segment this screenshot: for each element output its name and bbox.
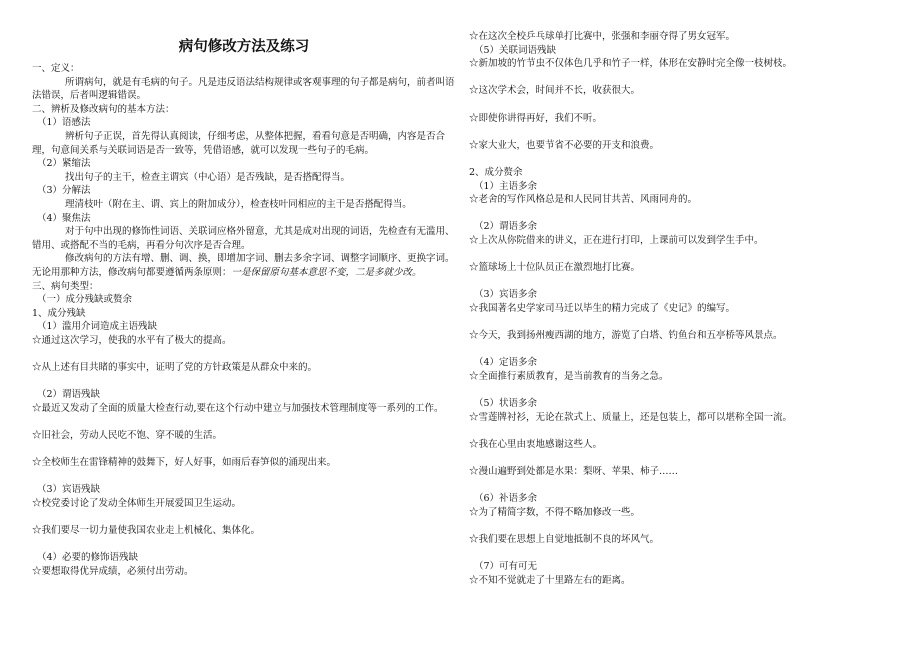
- example-sentence: ☆校党委讨论了发动全体师生开展爱国卫生运动。: [32, 498, 242, 509]
- subcategory-title: 1、成分残缺: [32, 307, 86, 319]
- method-title: （1）语感法: [37, 117, 91, 129]
- error-type-title: （6）补语多余: [474, 493, 538, 505]
- error-type-title: （4）定语多余: [474, 357, 538, 369]
- error-type-title: （3）宾语多余: [474, 289, 538, 301]
- principles-emphasis: 一是保留原句基本意思不变，二是多就少改。: [231, 266, 422, 278]
- example-sentence: ☆即使你讲得再好，我们不听。: [469, 112, 603, 124]
- error-type-title: （3）宾语残缺: [37, 484, 101, 496]
- error-type-title: （7）可有可无: [474, 561, 538, 573]
- example-sentence: ☆上次从你院借来的讲义，正在进行打印，上课前可以发到学生手中。: [469, 234, 764, 246]
- example-sentence: ☆新加坡的竹节虫不仅体色几乎和竹子一样，体形在安静时完全像一枝树枝。: [469, 58, 793, 70]
- example-sentence: ☆我国著名史学家司马迁以毕生的精力完成了《史记》的编写。: [469, 302, 736, 314]
- method-title: （3）分解法: [37, 185, 91, 197]
- error-type-title: （5）关联词语残缺: [474, 44, 557, 56]
- principles-lead: 修改病句的方法有增、删、调、换，即增加字词、删去多余字词、调整字词顺序、更换字词。无论用那种方法，修改病句都要遵循两条原则：: [32, 253, 455, 278]
- example-sentence: ☆我在心里由衷地感谢这些人。: [469, 438, 603, 450]
- method-text: 找出句子的主干，检查主谓宾（中心语）是否残缺，是否搭配得当。: [65, 171, 351, 183]
- example-sentence: ☆为了精简字数，不得不略加修改一些。: [469, 506, 641, 518]
- section-heading-types: 三、病句类型：: [32, 280, 99, 292]
- method-title: （4）聚焦法: [37, 212, 91, 224]
- example-sentence: ☆我们要在思想上自觉地抵制不良的坏风气。: [469, 533, 660, 545]
- method-text: 辨析句子正误，首先得认真阅读，仔细考虑，从整体把握，看看句意是否明确，内容是否合理，句意间关系与关联词语是否一致等，凭借语感，就可以发现一些句子的毛病。: [32, 130, 446, 156]
- example-sentence: ☆今天，我到扬州瘦西湖的地方，游览了白塔、钓鱼台和五亭桥等风景点。: [469, 330, 783, 342]
- error-type-title: （2）谓语多余: [474, 221, 538, 233]
- example-sentence: ☆全面推行素质教育，是当前教育的当务之急。: [469, 370, 669, 382]
- error-type-title: （1）滥用介词造成主语残缺: [37, 321, 158, 333]
- example-sentence: ☆雪莲牌衬衫，无论在款式上、质量上，还是包装上，都可以堪称全国一流。: [469, 411, 793, 423]
- method-principles-text: [32, 252, 456, 279]
- example-sentence: ☆全校师生在雷锋精神的鼓舞下，好人好事，如雨后春笋似的涌现出来。: [32, 457, 337, 469]
- example-sentence: ☆家大业大，也要节省不必要的开支和浪费。: [469, 139, 660, 151]
- example-sentence: ☆漫山遍野到处都是水果：梨呀、苹果、柿子……: [469, 466, 679, 477]
- definition-text: 所谓病句，就是有毛病的句子。凡是违反语法结构规律或客观事理的句子都是病句，前者叫语法错误，后者叫逻辑错误。: [32, 76, 455, 102]
- page-title: 病句修改方法及练习: [178, 38, 310, 55]
- example-sentence: ☆从上述有目共睹的事实中，证明了党的方针政策是从群众中来的。: [32, 362, 318, 374]
- example-sentence: ☆不知不觉就走了十里路左右的距离。: [469, 574, 631, 586]
- right-column: [469, 30, 889, 587]
- section-heading-methods: 二、辨析及修改病句的基本方法：: [32, 103, 175, 115]
- method-text: 对于句中出现的修饰性词语、关联词应格外留意，尤其是成对出现的词语，先检查有无滥用、错用、或搭配不当的毛病，再看分句次序是否合理。: [32, 226, 455, 251]
- method-title: （2）紧缩法: [37, 158, 91, 170]
- example-sentence: ☆在这次全校乒乓球单打比赛中，张强和李丽夺得了男女冠军。: [469, 31, 736, 42]
- example-sentence: ☆最近又发动了全面的质量大检查行动,要在这个行动中建立与加强技术管理制度等一系列的工作。: [32, 402, 444, 414]
- example-sentence: ☆我们要尽一切力量使我国农业走上机械化、集体化。: [32, 525, 261, 537]
- example-sentence: ☆篮球场上十位队员正在激烈地打比赛。: [469, 262, 641, 274]
- example-sentence: ☆旧社会，劳动人民吃不饱、穿不暖的生活。: [32, 430, 223, 442]
- subcategory-title: 2、成分赘余: [469, 166, 523, 178]
- type-category: （一）成分残缺或赘余: [37, 294, 133, 306]
- example-sentence: ☆通过这次学习，使我的水平有了极大的提高。: [32, 334, 232, 346]
- error-type-title: （1）主语多余: [474, 180, 538, 192]
- error-type-title: （2）谓语残缺: [37, 389, 101, 401]
- error-type-title: （5）状语多余: [474, 398, 538, 410]
- example-sentence: ☆这次学术会，时间并不长，收获很大。: [469, 85, 641, 97]
- left-column: [32, 0, 456, 579]
- method-text: 理清枝叶（附在主、谓、宾上的附加成分），检查枝叶同相应的主干是否搭配得当。: [65, 198, 412, 210]
- error-type-title: （4）必要的修饰语残缺: [37, 552, 139, 564]
- example-sentence: ☆要想取得优异成绩，必须付出劳动。: [32, 565, 194, 577]
- section-heading-definition: 一、定义：: [32, 63, 80, 74]
- example-sentence: ☆老舍的写作风格总是和人民同甘共苦、风雨同舟的。: [469, 194, 698, 206]
